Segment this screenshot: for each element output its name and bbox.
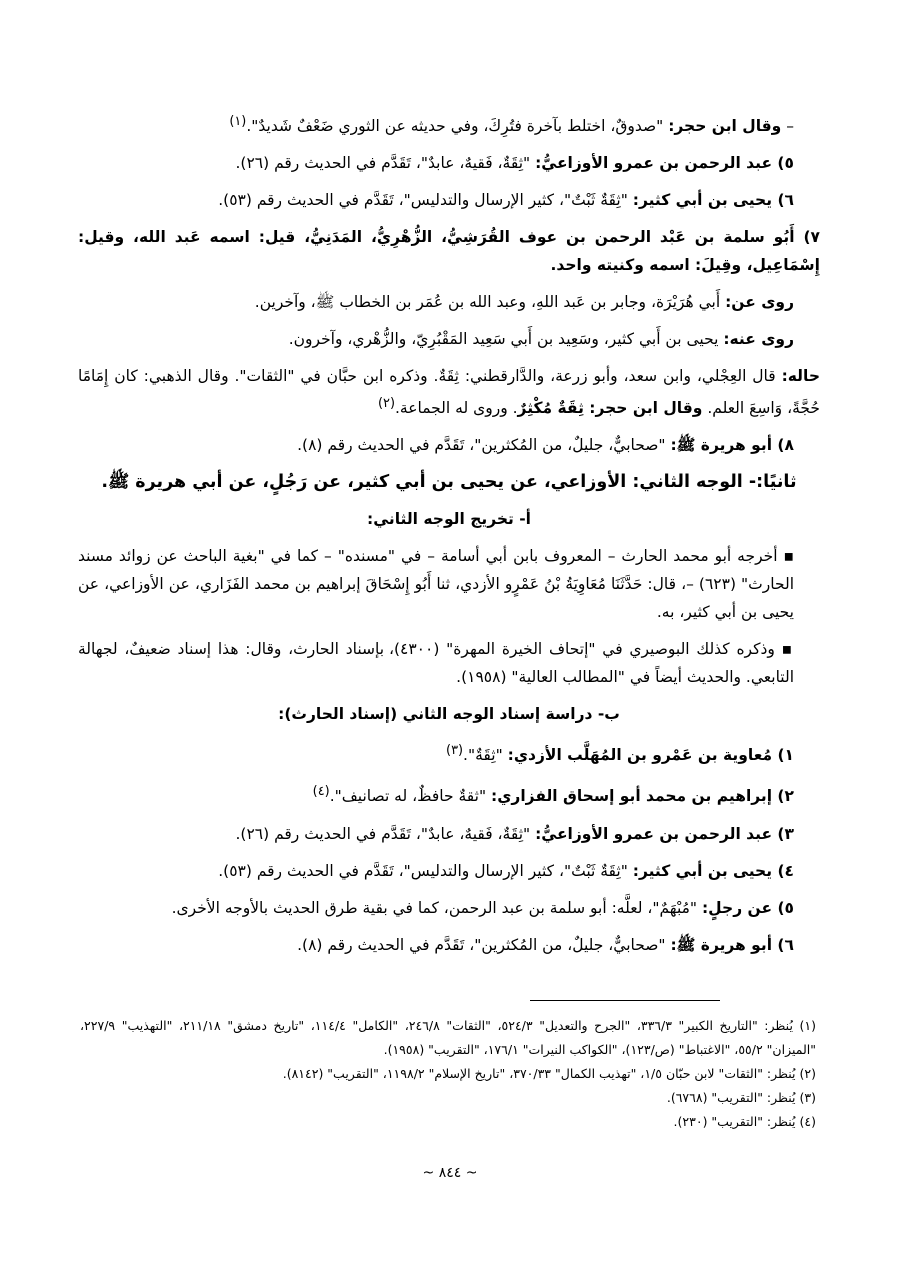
rawa-an: روى عن: أَبي هُرَيْرَة، وجابر بن عَبد اللهِ، وعبد الله بن عُمَر بن الخطاب ﷺ، وآخرين. [254,293,794,312]
footnotes [80,1014,816,1134]
isnad-1: ١) مُعاوية بن عَمْرو بن المُهَلَّب الأزدي: "ثِقَةٌ".$^{(٣)}$ [446,743,794,765]
takhrij-paragraph-1: ▪ أخرجه أبو محمد الحارث – المعروف بابن أبي أسامة – في "مسنده" – كما في "بغية الباحث عن زوائد مسند الحارث" (٦٢٣) –، قال: حَدَّثَنَا مُعَاوِيَةُ بْنُ عَمْرٍو الأزدي، ثنا أَبُو إِسْحَاقَ إبراهيم بن محمد الفَزَاري، عن الأوزاعي، عن يحيى بن أبي كثير، به. [78,547,794,622]
takhrij-paragraph-2: ▪ وذكره كذلك البوصيري في "إتحاف الخيرة المهرة" (٤٣٠٠)، بإسناد الحارث، وقال: هذا إسناد ضعيفٌ، لجهالة التابعي. والحديث أيضاً في "المطالب العالية" (١٩٥٨). [78,640,794,687]
footnote-3: (٣) يُنظر: "التقريب" (٦٧٦٨). [666,1090,816,1105]
narrator-8-abu-hurayra: ٨) أبو هريرة ﷺ: "صحابيٌّ، جليلٌ، من المُكثرين"، تَقَدَّم في الحديث رقم (٨). [297,436,794,455]
isnad-2: ٢) إبراهيم بن محمد أبو إسحاق الفزاري: "ثقةٌ حافظٌ، له تصانيف".$^{(٤)}$ [312,784,794,806]
main-text [78,108,820,959]
narrator-7-abu-salama: ٧) أَبُو سلمة بن عَبْد الرحمن بن عوف القُرَشِيُّ، الزُّهْرِيُّ، المَدَنِيُّ، قيل: اسمه عَبد الله، وقيل: إِسْمَاعِيل، وقِيلَ: اسمه وكنيته واحد. [78,228,820,275]
isnad-4: ٤) يحيى بن أبي كثير: "ثِقَةٌ ثَبْتٌ"، كثير الإرسال والتدليس"، تَقَدَّم في الحديث رقم (٥٣). [218,861,794,880]
footnote-4: (٤) يُنظر: "التقريب" (٢٣٠). [673,1114,816,1129]
isnad-5: ٥) عن رجلٍ: "مُبْهَمٌ"، لعلَّه: أبو سلمة بن عبد الرحمن، كما في بقية طرق الحديث بالأوجه الأخرى. [171,898,794,917]
isnad-6: ٦) أبو هريرة ﷺ: "صحابيٌّ، جليلٌ، من المُكثرين"، تَقَدَّم في الحديث رقم (٨). [297,935,794,954]
isnad-3: ٣) عبد الرحمن بن عمرو الأوزاعيُّ: "ثِقَةٌ، فَقيهٌ، عابدٌ"، تَقَدَّم في الحديث رقم (٢٦). [235,824,794,843]
footnote-2: (٢) يُنظر: "الثقات" لابن حبّان ١/٥، "تهذيب الكمال" ٣٧٠/٣٣، "تاريخ الإسلام" ١١٩٨/٢، "التقريب" (٨١٤٢). [282,1066,816,1081]
quote-ibn-hajar: – وقال ابن حجر: "صدوقٌ، اختلط بآخرة فتُرِكَ، وفي حديثه عن الثوري ضَعْفٌ شَديدٌ".$^{(١)}$ [229,114,794,136]
footnote-1: (١) يُنظر: "التاريخ الكبير" ٣٣٦/٣، "الجرح والتعديل" ٥٢٤/٣، "الثقات" ٢٤٦/٨، "الكامل" ١١٤/٤، "تاريخ دمشق" ٢١١/١٨، "التهذيب" ٢٢٧/٩، "الميزان" ٥٥/٢، "الاغتباط" (ص/١٢٣)، "الكواكب النيرات" ١٧٦/١، "التقريب" (١٩٥٨). [80,1018,816,1057]
second-aspect-heading: ثانيًا:- الوجه الثاني: الأوزاعي، عن يحيى بن أبي كثير، عن رَجُلٍ، عن أبي هريرة ﷺ. [101,472,797,493]
rawa-anhu: روى عنه: يحيى بن أَبي كثير، وسَعِيد بن أَبي سَعِيد المَقْبُرِيّ، والزُّهْري، وآخرون. [288,330,794,349]
isnad-study-heading: ب- دراسة إسناد الوجه الثاني (إسناد الحارث): [278,705,620,724]
narrator-5-awzai: ٥) عبد الرحمن بن عمرو الأوزاعيُّ: "ثِقَةٌ، فَقيهٌ، عابدٌ"، تَقَدَّم في الحديث رقم (٢٦). [235,154,794,173]
page-number: ~ ٨٤٤ ~ [422,1165,478,1181]
haluhu: حاله: قال العِجْلي، وابن سعد، وأبو زرعة، والدَّارقطني: ثِقَةٌ. وذكره ابن حبَّان في "الثقات". وقال الذهبي: كان إِمَامًا حُجَّةً، وَاسِعَ العلم. وقال ابن حجر: ثِقَةٌ مُكْثِرٌ. وروى له الجماعة.$^{(٢)}$ [78,367,820,418]
footnote-separator [530,1000,720,1001]
narrator-6-yahya: ٦) يحيى بن أبي كثير: "ثِقَةٌ ثَبْتٌ"، كثير الإرسال والتدليس"، تَقَدَّم في الحديث رقم (٥٣). [218,191,794,210]
takhrij-heading: أ- تخريج الوجه الثاني: [367,510,531,529]
